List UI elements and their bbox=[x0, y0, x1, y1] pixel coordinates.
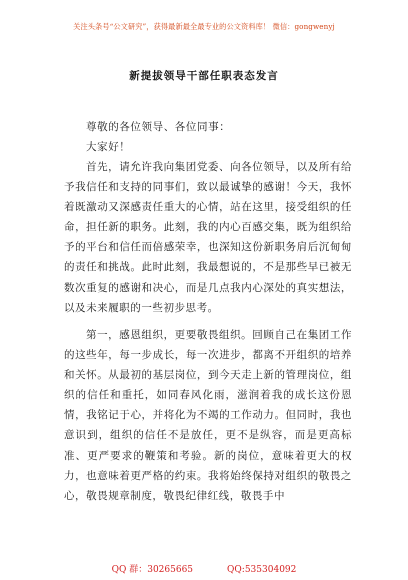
greeting: 大家好！ bbox=[86, 141, 131, 153]
document-title: 新提拔领导干部任职表态发言 bbox=[129, 70, 279, 82]
salutation: 尊敬的各位领导、各位同事： bbox=[86, 121, 231, 133]
body-paragraph: 第一，感恩组织，更要敬畏组织。回顾自己在集团工作的这些年，每一步成长，每一次进步，都离不开组织的培养和关怀。从最初的基层岗位，到今天走上新的管理岗位，组织的信任和重托，如同春风化雨，滋润着我的成长这份恩情，我铭记于心，并将化为不竭的工作动力。但同时，我也意识到，组织的信任不是放任，更不是纵容，而是更高标准、更严要求的鞭策和考验。新的岗位，意味着更大的权力，也意味着更严格的约束。我将始终保持对组织的敬畏之心，敬畏规章制度，敬畏纪律红线，敬畏手中 bbox=[64, 329, 352, 502]
footer-qq: QQ:535304092 bbox=[227, 565, 297, 575]
footer-qq-group: QQ 群：30265665 bbox=[111, 565, 194, 575]
header-banner: 关注头条号“公文研究”，获得最新最全最专业的公文资料库！ 微信：gongwenyj bbox=[73, 22, 335, 31]
body-paragraph: 首先，请允许我向集团党委、向各位领导，以及所有给予我信任和支持的同事们，致以最诚挚的感谢！今天，我怀着既激动又深感责任重大的心情，站在这里，接受组织的任命，担任新的职务。此刻，我的内心百感交集，既为组织给予的平台和信任而倍感荣幸，也深知这份新职务肩后沉甸甸的责任和挑战。此时此刻，我最想说的，不是那些早已被无数次重复的感谢和决心，而是几点我内心深处的真实想法，以及未来履职的一些初步思考。 bbox=[64, 161, 352, 314]
footer-contact bbox=[0, 562, 408, 575]
